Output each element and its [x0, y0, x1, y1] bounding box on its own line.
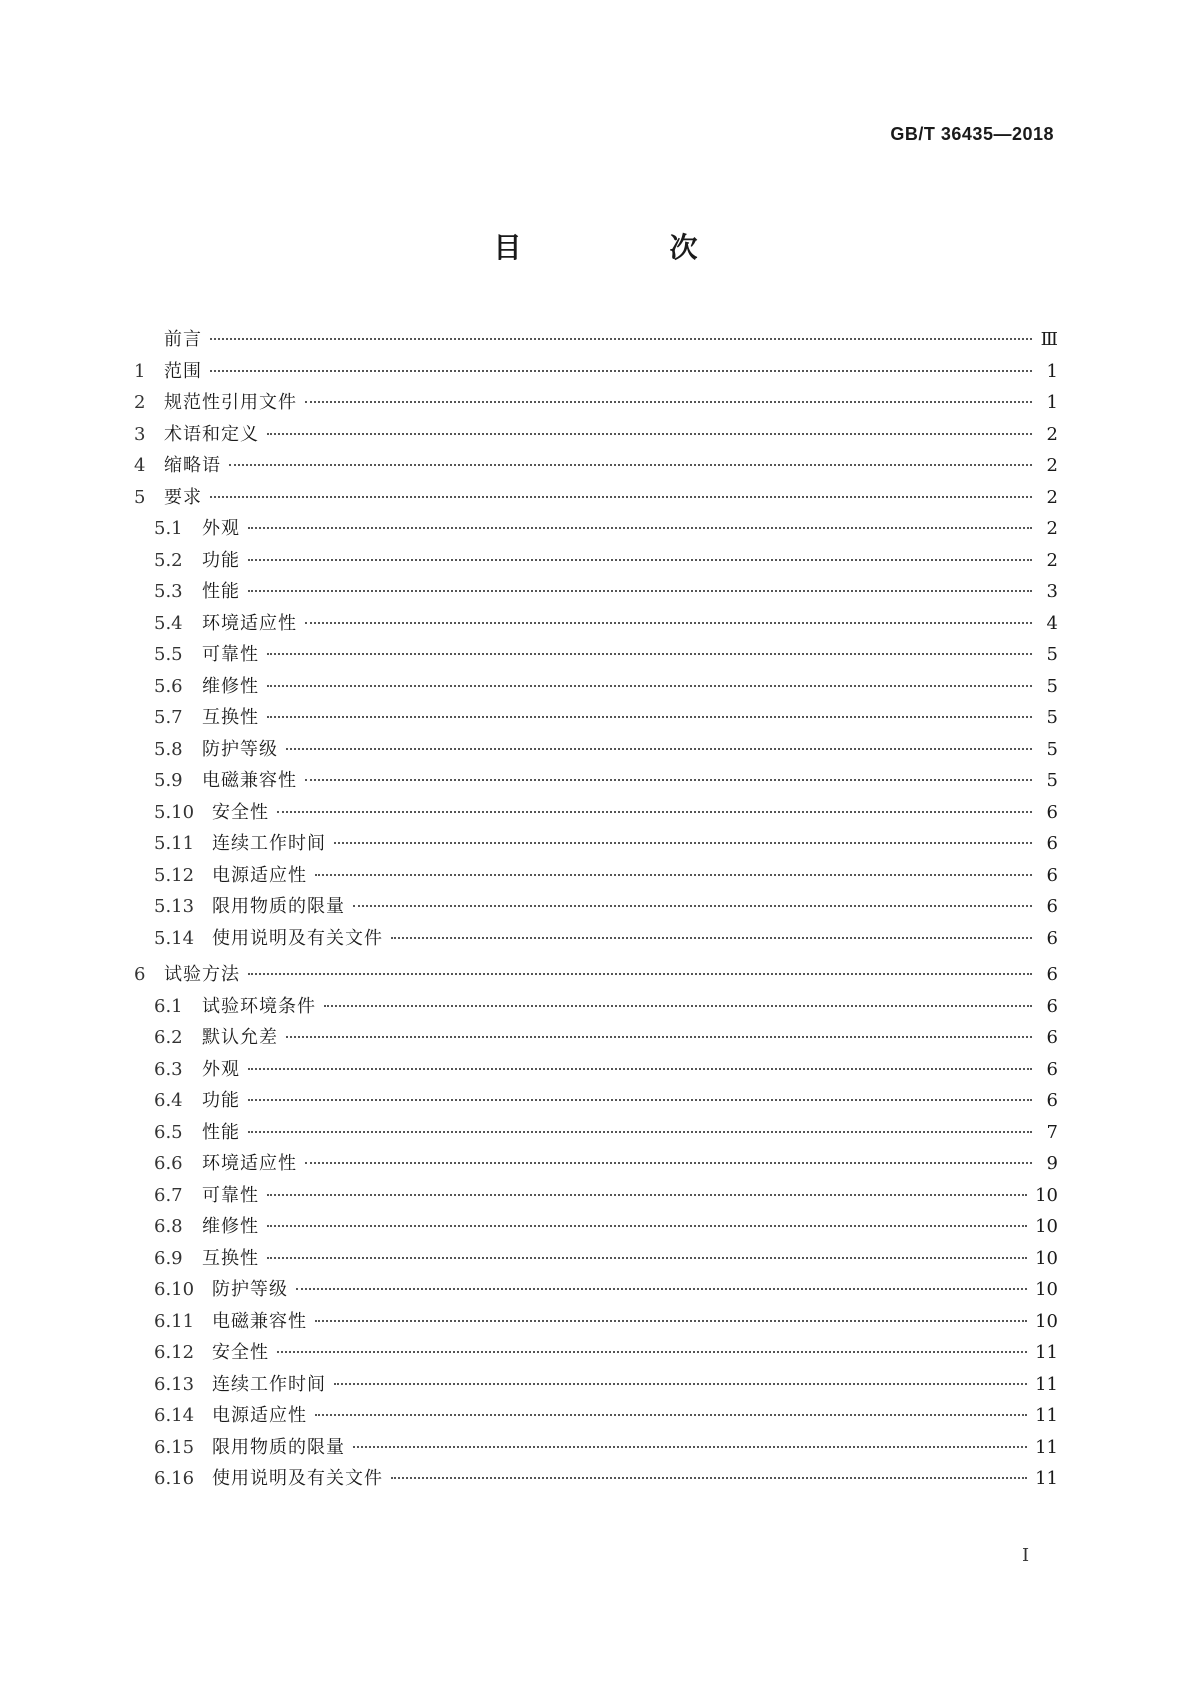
dot-leader — [210, 338, 1032, 340]
toc-entry-page: 1 — [1046, 360, 1058, 382]
dot-leader — [210, 370, 1032, 372]
toc-entry[interactable] — [134, 672, 1058, 704]
toc-entry-page: 11 — [1035, 1468, 1058, 1489]
toc-entry-page: 6 — [1046, 801, 1058, 823]
toc-entry-number: 6.2 — [154, 1027, 183, 1048]
toc-entry-number: 5.2 — [154, 549, 183, 571]
toc-entry[interactable] — [134, 861, 1058, 893]
dot-leader — [315, 1320, 1027, 1322]
toc-entry-number: 5.11 — [154, 833, 195, 854]
toc-entry[interactable] — [134, 735, 1058, 767]
dot-leader — [334, 842, 1032, 844]
dot-leader — [248, 559, 1032, 561]
toc-entry-number: 6.4 — [154, 1090, 183, 1111]
toc-entry-label: 限用物质的限量 — [212, 896, 345, 917]
toc-entry[interactable] — [134, 357, 1058, 389]
toc-entry-number: 6.13 — [154, 1373, 195, 1395]
toc-entry-label: 功能 — [202, 1090, 240, 1111]
dot-leader — [210, 496, 1032, 498]
toc-entry-number: 5.5 — [154, 644, 183, 665]
toc-entry-label: 外观 — [202, 518, 240, 539]
toc-entry[interactable] — [134, 546, 1058, 578]
dot-leader — [315, 1414, 1027, 1416]
toc-entry-number: 6.14 — [154, 1405, 195, 1426]
toc-entry-number: 6.5 — [154, 1121, 183, 1143]
toc-entry-page: 11 — [1035, 1436, 1058, 1458]
toc-entry-page: 5 — [1046, 644, 1058, 665]
toc-entry[interactable] — [134, 1118, 1058, 1150]
toc-entry[interactable] — [134, 703, 1058, 735]
toc-entry-label: 试验方法 — [164, 964, 240, 985]
toc-entry[interactable] — [134, 420, 1058, 452]
toc-entry-label: 电磁兼容性 — [212, 1310, 307, 1332]
toc-entry-label: 限用物质的限量 — [212, 1436, 345, 1458]
dot-leader — [305, 779, 1032, 781]
dot-leader — [296, 1288, 1027, 1290]
toc-entry-label: 可靠性 — [202, 1184, 259, 1206]
toc-entry-page: 6 — [1046, 1027, 1058, 1048]
toc-entry-number: 5.10 — [154, 801, 195, 823]
toc-entry[interactable] — [134, 766, 1058, 798]
toc-entry-number: 4 — [134, 455, 146, 476]
toc-entry-page: 10 — [1035, 1279, 1058, 1300]
toc-entry-page: 10 — [1035, 1184, 1058, 1206]
dot-leader — [305, 401, 1032, 403]
dot-leader — [353, 905, 1032, 907]
toc-entry[interactable] — [134, 1212, 1058, 1244]
toc-entry-page: 11 — [1035, 1373, 1058, 1395]
toc-entry[interactable] — [134, 1307, 1058, 1339]
dot-leader — [248, 1068, 1032, 1070]
toc-entry-label: 范围 — [164, 360, 202, 382]
dot-leader — [305, 622, 1032, 624]
toc-entry-page: 6 — [1046, 896, 1058, 917]
toc-entry-page: 6 — [1046, 833, 1058, 854]
toc-entry-number: 6.10 — [154, 1279, 195, 1300]
toc-entry-label: 安全性 — [212, 1342, 269, 1363]
toc-entry[interactable] — [134, 1338, 1058, 1370]
toc-entry[interactable] — [134, 829, 1058, 861]
toc-entry-label: 规范性引用文件 — [164, 392, 297, 413]
toc-entry-page: 4 — [1046, 612, 1058, 634]
toc-entry-page: 9 — [1046, 1153, 1058, 1174]
dot-leader — [286, 1036, 1032, 1038]
toc-entry-page: 3 — [1046, 581, 1058, 602]
toc-entry-label: 电磁兼容性 — [202, 770, 297, 791]
toc-entry[interactable] — [134, 1086, 1058, 1118]
toc-entry[interactable] — [134, 1464, 1058, 1496]
toc-entry-label: 连续工作时间 — [212, 1373, 326, 1395]
standard-code: GB/T 36435—2018 — [890, 124, 1054, 144]
toc-entry-page: 7 — [1046, 1121, 1058, 1143]
toc-entry[interactable] — [134, 1433, 1058, 1465]
toc-entry-number: 3 — [134, 423, 146, 445]
toc-entry-page: 2 — [1046, 549, 1058, 571]
toc-entry[interactable] — [134, 640, 1058, 672]
toc-entry-number: 6.6 — [154, 1153, 183, 1174]
toc-entry-page: 10 — [1035, 1310, 1058, 1332]
toc-entry[interactable] — [134, 1244, 1058, 1276]
dot-leader — [248, 527, 1032, 529]
toc-entry[interactable] — [134, 577, 1058, 609]
toc-entry[interactable] — [134, 451, 1058, 483]
toc-entry-label: 环境适应性 — [202, 612, 297, 634]
toc-entry-number: 5.3 — [154, 581, 183, 602]
toc-entry-number: 6.16 — [154, 1468, 195, 1489]
toc-entry-label: 外观 — [202, 1058, 240, 1080]
toc-entry-label: 电源适应性 — [212, 864, 307, 886]
dot-leader — [286, 748, 1032, 750]
toc-entry-label: 使用说明及有关文件 — [212, 1468, 383, 1489]
toc-entry-page: 11 — [1035, 1342, 1058, 1363]
dot-leader — [248, 1099, 1032, 1101]
toc-entry[interactable] — [134, 1370, 1058, 1402]
page-title: 目 次 — [493, 231, 758, 264]
dot-leader — [267, 1257, 1027, 1259]
toc-entry-label: 默认允差 — [202, 1027, 278, 1048]
toc-entry-number: 6.8 — [154, 1216, 183, 1237]
toc-entry-number: 6.15 — [154, 1436, 195, 1458]
toc-entry-label: 术语和定义 — [164, 423, 259, 445]
toc-entry-label: 可靠性 — [202, 644, 259, 665]
toc-entry-page: 5 — [1046, 675, 1058, 697]
dot-leader — [267, 1194, 1027, 1196]
toc-entry[interactable] — [134, 1275, 1058, 1307]
toc-entry-page: 6 — [1046, 1058, 1058, 1080]
toc-entry-label: 前言 — [164, 329, 202, 350]
toc-entry-page: 6 — [1046, 927, 1058, 949]
dot-leader — [334, 1383, 1027, 1385]
toc-entry-number: 5.8 — [154, 738, 183, 760]
toc-entry-label: 试验环境条件 — [202, 995, 316, 1017]
toc-entry[interactable] — [134, 992, 1058, 1024]
toc-entry-number: 1 — [134, 360, 146, 382]
dot-leader — [267, 685, 1032, 687]
toc-entry-number: 6.3 — [154, 1058, 183, 1080]
toc-entry-number: 6.7 — [154, 1184, 183, 1206]
toc-entry[interactable] — [134, 960, 1058, 992]
toc-entry-label: 防护等级 — [202, 738, 278, 760]
dot-leader — [324, 1005, 1032, 1007]
toc-entry-label: 维修性 — [202, 675, 259, 697]
toc-entry-label: 性能 — [202, 581, 240, 602]
toc-entry-label: 互换性 — [202, 707, 259, 728]
dot-leader — [277, 811, 1032, 813]
dot-leader — [229, 464, 1032, 466]
toc-entry[interactable] — [134, 924, 1058, 956]
toc-entry[interactable] — [134, 483, 1058, 515]
toc-entry-page: 2 — [1046, 518, 1058, 539]
toc-entry-number: 5.4 — [154, 612, 183, 634]
toc-entry-label: 维修性 — [202, 1216, 259, 1237]
toc-entry-label: 性能 — [202, 1121, 240, 1143]
toc-entry-number: 2 — [134, 392, 146, 413]
toc-entry-page: 2 — [1046, 455, 1058, 476]
toc-entry-page: 1 — [1046, 392, 1058, 413]
toc-entry[interactable] — [134, 1401, 1058, 1433]
toc-entry-label: 功能 — [202, 549, 240, 571]
toc-entry-page: 6 — [1046, 964, 1058, 985]
toc-entry[interactable] — [134, 514, 1058, 546]
toc-entry-label: 安全性 — [212, 801, 269, 823]
dot-leader — [248, 973, 1032, 975]
toc-entry-label: 使用说明及有关文件 — [212, 927, 383, 949]
toc-entry-page: 2 — [1046, 423, 1058, 445]
toc-entry-number: 5.1 — [154, 518, 183, 539]
toc-entry[interactable] — [134, 388, 1058, 420]
table-of-contents — [134, 325, 1058, 1496]
dot-leader — [277, 1351, 1027, 1353]
toc-entry-page: 6 — [1046, 864, 1058, 886]
toc-entry-label: 环境适应性 — [202, 1153, 297, 1174]
toc-entry-page: 2 — [1046, 486, 1058, 508]
toc-entry[interactable] — [134, 798, 1058, 830]
toc-entry-page: 5 — [1046, 707, 1058, 728]
toc-entry-number: 5 — [134, 486, 146, 508]
dot-leader — [353, 1446, 1027, 1448]
toc-entry[interactable] — [134, 1181, 1058, 1213]
toc-entry-number: 5.7 — [154, 707, 183, 728]
toc-entry-number: 6.9 — [154, 1247, 183, 1269]
toc-entry-label: 缩略语 — [164, 455, 221, 476]
dot-leader — [305, 1162, 1032, 1164]
dot-leader — [248, 590, 1032, 592]
dot-leader — [267, 653, 1032, 655]
toc-entry-label: 连续工作时间 — [212, 833, 326, 854]
toc-entry-label: 防护等级 — [212, 1279, 288, 1300]
dot-leader — [267, 433, 1032, 435]
dot-leader — [391, 1477, 1027, 1479]
toc-entry[interactable] — [134, 892, 1058, 924]
toc-entry-page: Ⅲ — [1040, 329, 1058, 350]
toc-entry-number: 6.11 — [154, 1310, 195, 1332]
toc-entry-label: 要求 — [164, 486, 202, 508]
toc-entry[interactable] — [134, 609, 1058, 641]
toc-entry-page: 11 — [1035, 1405, 1058, 1426]
toc-entry-number: 5.12 — [154, 864, 195, 886]
toc-entry-number: 5.6 — [154, 675, 183, 697]
dot-leader — [267, 1225, 1027, 1227]
toc-entry-number: 5.9 — [154, 770, 183, 791]
toc-entry-page: 6 — [1046, 995, 1058, 1017]
dot-leader — [391, 937, 1032, 939]
toc-entry-page: 5 — [1046, 738, 1058, 760]
dot-leader — [248, 1131, 1032, 1133]
toc-entry-label: 电源适应性 — [212, 1405, 307, 1426]
toc-entry-label: 互换性 — [202, 1247, 259, 1269]
page-number: I — [1022, 1545, 1030, 1566]
toc-entry-page: 6 — [1046, 1090, 1058, 1111]
toc-entry[interactable] — [134, 325, 1058, 357]
toc-entry-number: 5.13 — [154, 896, 195, 917]
toc-entry-page: 10 — [1035, 1216, 1058, 1237]
toc-entry-number: 6 — [134, 964, 146, 985]
toc-entry-number: 6.12 — [154, 1342, 195, 1363]
toc-entry-number: 6.1 — [154, 995, 183, 1017]
dot-leader — [267, 716, 1032, 718]
toc-entry[interactable] — [134, 1023, 1058, 1055]
toc-entry-page: 5 — [1046, 770, 1058, 791]
dot-leader — [315, 874, 1032, 876]
toc-entry-page: 10 — [1035, 1247, 1058, 1269]
toc-entry-number: 5.14 — [154, 927, 195, 949]
toc-entry[interactable] — [134, 1055, 1058, 1087]
toc-entry[interactable] — [134, 1149, 1058, 1181]
